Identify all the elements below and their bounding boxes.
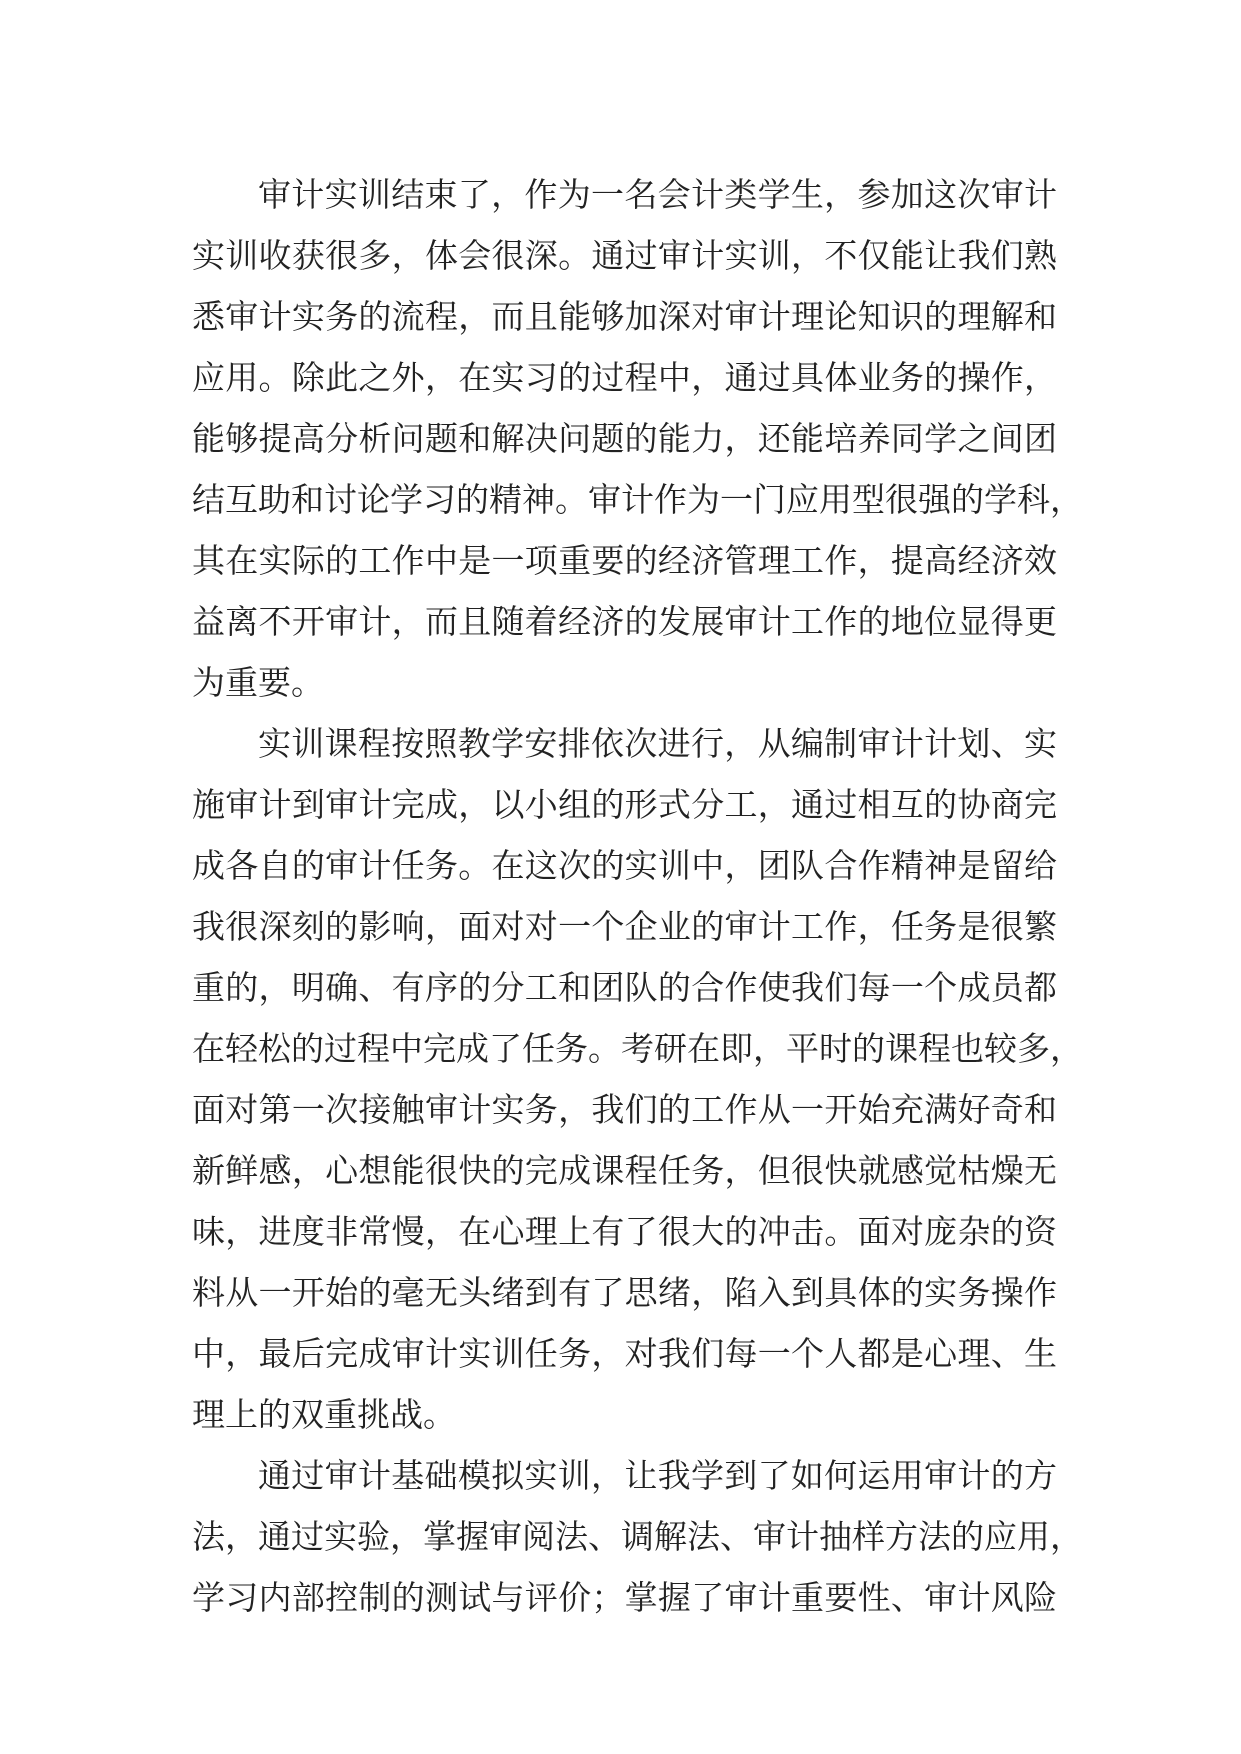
paragraph-3-line-3: 学习内部控制的测试与评价；掌握了审计重要性、审计风险	[192, 1578, 1057, 1617]
paragraph-2-line-3: 成各自的审计任务。在这次的实训中，团队合作精神是留给	[192, 846, 1057, 885]
paragraph-1-line-1: 审计实训结束了，作为一名会计类学生，参加这次审计	[258, 175, 1057, 214]
paragraph-2-line-9: 味，进度非常慢，在心理上有了很大的冲击。面对庞杂的资	[192, 1212, 1057, 1251]
paragraph-2-line-8: 新鲜感，心想能很快的完成课程任务，但很快就感觉枯燥无	[192, 1151, 1057, 1190]
paragraph-2-line-10: 料从一开始的毫无头绪到有了思绪，陷入到具体的实务操作	[192, 1273, 1057, 1312]
paragraph-1-line-3: 悉审计实务的流程，而且能够加深对审计理论知识的理解和	[192, 297, 1057, 336]
paragraph-2-line-5: 重的，明确、有序的分工和团队的合作使我们每一个成员都	[192, 968, 1057, 1007]
paragraph-2-line-1: 实训课程按照教学安排依次进行，从编制审计计划、实	[258, 724, 1057, 763]
paragraph-1-line-7: 其在实际的工作中是一项重要的经济管理工作，提高经济效	[192, 541, 1057, 580]
paragraph-2-line-2: 施审计到审计完成，以小组的形式分工，通过相互的协商完	[192, 785, 1057, 824]
paragraph-2-line-7: 面对第一次接触审计实务，我们的工作从一开始充满好奇和	[192, 1090, 1057, 1129]
paragraph-1-line-6: 结互助和讨论学习的精神。审计作为一门应用型很强的学科，	[192, 480, 1083, 519]
paragraph-2-line-11: 中，最后完成审计实训任务，对我们每一个人都是心理、生	[192, 1334, 1057, 1373]
paragraph-1-line-9: 为重要。	[192, 663, 324, 702]
paragraph-2-line-4: 我很深刻的影响，面对对一个企业的审计工作，任务是很繁	[192, 907, 1057, 946]
paragraph-3-line-1: 通过审计基础模拟实训，让我学到了如何运用审计的方	[258, 1456, 1057, 1495]
paragraph-2-line-12: 理上的双重挑战。	[192, 1395, 456, 1434]
paragraph-1-line-5: 能够提高分析问题和解决问题的能力，还能培养同学之间团	[192, 419, 1057, 458]
paragraph-1-line-4: 应用。除此之外，在实习的过程中，通过具体业务的操作，	[192, 358, 1057, 397]
paragraph-2-line-6: 在轻松的过程中完成了任务。考研在即，平时的课程也较多，	[192, 1029, 1083, 1068]
document-body	[192, 164, 1083, 1628]
paragraph-1-line-8: 益离不开审计，而且随着经济的发展审计工作的地位显得更	[192, 602, 1057, 641]
paragraph-1-line-2: 实训收获很多，体会很深。通过审计实训，不仅能让我们熟	[192, 236, 1057, 275]
paragraph-3-line-2: 法，通过实验，掌握审阅法、调解法、审计抽样方法的应用，	[192, 1517, 1083, 1556]
